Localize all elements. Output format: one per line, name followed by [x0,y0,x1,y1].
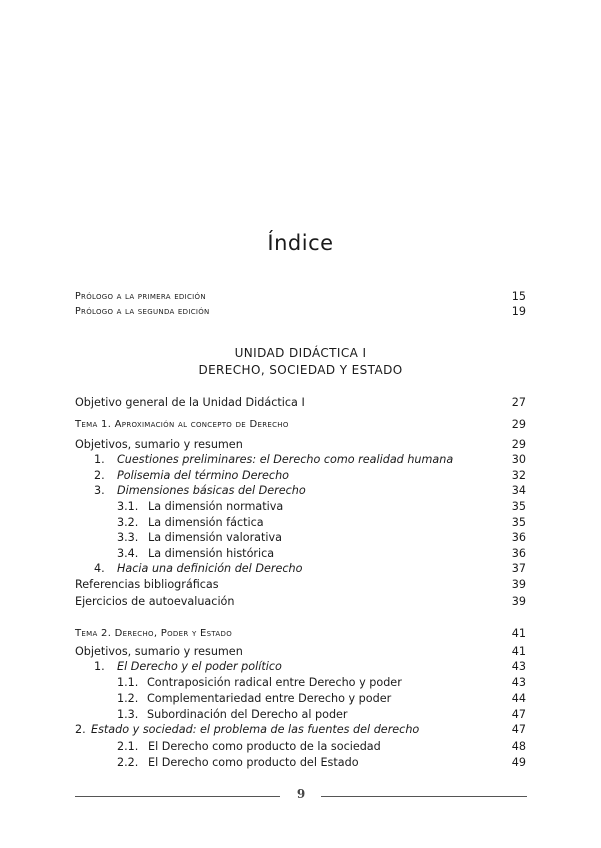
toc-entry[interactable] [75,395,526,410]
toc-entry-number: 3. [94,484,105,497]
toc-entry-page: 43 [511,676,526,689]
toc-entry-label: El Derecho y el poder político [117,660,282,673]
toc-entry-number: 1.2. [117,692,139,705]
toc-entry[interactable] [75,515,526,530]
page-number: 9 [296,787,306,801]
toc-entry-page: 41 [511,645,526,658]
toc-entry[interactable] [75,530,526,545]
chapter-heading-label: Tema 1. Aproximación al concepto de Derecho [75,419,289,430]
toc-entry-number: 1.3. [117,708,139,721]
toc-entry-label: Prólogo a la segunda edición [75,306,210,317]
toc-entry-number: 3.2. [117,516,139,529]
toc-entry-label: La dimensión fáctica [148,516,264,529]
toc-entry-number: 1. [94,453,105,466]
toc-entry-label: Hacia una definición del Derecho [117,562,303,575]
footer-divider-right [321,796,527,797]
toc-entry-label: Polisemia del término Derecho [117,469,290,482]
toc-entry[interactable] [75,483,526,498]
toc-entry-number: 2. [75,723,86,736]
toc-entry[interactable] [75,468,526,483]
toc-entry[interactable] [75,644,526,659]
toc-entry-page: 41 [511,627,526,640]
toc-entry[interactable] [75,499,526,514]
toc-entry-page: 35 [511,500,526,513]
page-title: Índice [267,231,334,255]
toc-entry[interactable] [75,561,526,576]
toc-entry-page: 19 [511,305,526,318]
toc-entry[interactable] [75,722,526,737]
chapter-heading[interactable] [75,417,526,432]
toc-entry-label: Contraposición radical entre Derecho y poder [147,676,402,689]
toc-entry-number: 3.1. [117,500,139,513]
footer-divider-left [75,796,280,797]
toc-entry-label: Prólogo a la primera edición [75,291,206,302]
toc-entry[interactable] [75,691,526,706]
toc-entry-page: 29 [511,418,526,431]
unit-subtitle: DERECHO, SOCIEDAD Y ESTADO [198,363,403,377]
toc-entry[interactable] [75,546,526,561]
toc-entry[interactable] [75,675,526,690]
toc-entry-label: Estado y sociedad: el problema de las fuentes del derecho [91,723,420,736]
toc-entry-number: 1. [94,660,105,673]
toc-entry[interactable] [75,659,526,674]
toc-entry[interactable] [75,577,526,592]
unit-title: UNIDAD DIDÁCTICA I [234,346,367,360]
toc-entry[interactable] [75,437,526,452]
toc-entry[interactable] [75,707,526,722]
toc-entry-label: La dimensión valorativa [148,531,283,544]
toc-entry[interactable] [75,594,526,609]
toc-entry-page: 48 [511,740,526,753]
toc-entry-number: 1.1. [117,676,139,689]
toc-entry-page: 36 [511,547,526,560]
toc-entry[interactable] [75,452,526,467]
toc-entry-number: 2. [94,469,105,482]
toc-entry-label: El Derecho como producto de la sociedad [148,740,381,753]
toc-entry-label: Objetivos, sumario y resumen [75,438,243,451]
toc-entry-number: 2.1. [117,740,139,753]
toc-entry-page: 30 [511,453,526,466]
toc-entry-page: 39 [511,595,526,608]
toc-entry-page: 49 [511,756,526,769]
toc-entry-page: 37 [511,562,526,575]
chapter-heading-label: Tema 2. Derecho, Poder y Estado [75,628,233,639]
toc-entry-page: 43 [511,660,526,673]
toc-entry-page: 47 [511,723,526,736]
toc-entry-number: 4. [94,562,105,575]
toc-entry-label: Objetivos, sumario y resumen [75,645,243,658]
toc-entry-page: 36 [511,531,526,544]
toc-entry-label: Complementariedad entre Derecho y poder [147,692,392,705]
chapter-heading[interactable] [75,626,526,641]
toc-entry-page: 32 [511,469,526,482]
toc-entry-page: 29 [511,438,526,451]
toc-entry-number: 3.3. [117,531,139,544]
toc-entry[interactable] [75,755,526,770]
toc-entry-number: 2.2. [117,756,139,769]
toc-entry-page: 15 [511,290,526,303]
toc-entry[interactable] [75,289,526,304]
toc-entry-page: 27 [511,396,526,409]
toc-entry-page: 44 [511,692,526,705]
toc-entry-label: La dimensión normativa [148,500,284,513]
toc-entry-label: Referencias bibliográficas [75,578,219,591]
toc-entry[interactable] [75,739,526,754]
toc-entry-page: 47 [511,708,526,721]
toc-entry[interactable] [75,304,526,319]
toc-entry-page: 39 [511,578,526,591]
toc-entry-label: Cuestiones preliminares: el Derecho como realidad humana [117,453,454,466]
toc-entry-label: Dimensiones básicas del Derecho [117,484,306,497]
toc-entry-label: La dimensión histórica [148,547,275,560]
toc-entry-page: 35 [511,516,526,529]
toc-entry-number: 3.4. [117,547,139,560]
toc-entry-label: El Derecho como producto del Estado [148,756,359,769]
toc-entry-label: Objetivo general de la Unidad Didáctica I [75,396,305,409]
toc-entry-label: Subordinación del Derecho al poder [147,708,348,721]
toc-entry-label: Ejercicios de autoevaluación [75,595,235,608]
toc-entry-page: 34 [511,484,526,497]
